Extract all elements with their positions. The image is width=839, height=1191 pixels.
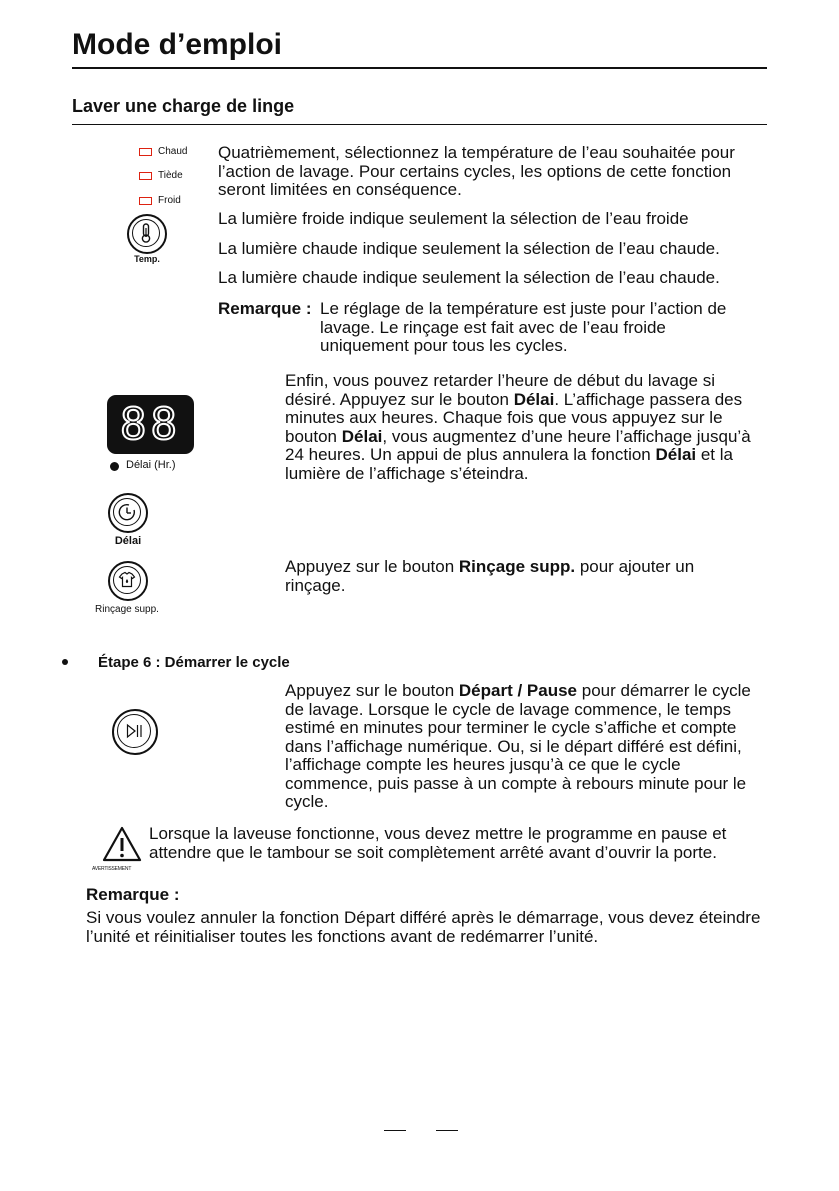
delay-keyword: Délai — [655, 445, 697, 464]
warning-note-label: Remarque : — [86, 885, 180, 904]
thermometer-icon — [133, 220, 159, 246]
start-pause-keyword: Départ / Pause — [458, 681, 578, 700]
temp-paragraph: Quatrièmement, sélectionnez la température de l’eau souhaitée pour l’action de lavage. Pour certains cycles, les options de cette fonction seront limitées en conséquence. — [218, 143, 735, 199]
delay-keyword: Délai — [513, 389, 555, 409]
indicator-cold — [139, 195, 181, 206]
digital-display — [107, 395, 194, 454]
page-number-mark — [384, 1130, 406, 1131]
delay-button-label: Délai — [114, 535, 142, 547]
indicator-label: Chaud — [158, 146, 188, 157]
warning-icon — [102, 826, 142, 862]
indicator-label: Froid — [158, 195, 181, 206]
temp-button[interactable] — [127, 214, 167, 254]
title-divider — [72, 67, 767, 69]
delay-display-caption: Délai (Hr.) — [126, 459, 176, 471]
temp-note-label: Remarque : — [218, 299, 312, 318]
display-digits: 88 — [120, 399, 181, 450]
cold-light-paragraph: La lumière froide indique seulement la sélection de l’eau froide — [218, 209, 689, 228]
indicator-light-icon — [139, 197, 152, 205]
warning-note-text: Si vous voulez annuler la fonction Départ différé après le démarrage, vous devez éteindre l’unité et réinitialiser toutes les fonctions avant de redémarrer l’unité. — [86, 908, 761, 946]
indicator-label: Tiède — [158, 170, 183, 181]
indicator-warm — [139, 170, 183, 181]
indicator-hot — [139, 146, 187, 157]
hot-light-paragraph-2: La lumière chaude indique seulement la sélection de l’eau chaude. — [218, 268, 720, 287]
page-number-mark — [436, 1130, 458, 1131]
section-divider — [72, 124, 767, 125]
page-title: Mode d’emploi — [72, 28, 282, 61]
extra-rinse-button[interactable] — [108, 561, 148, 601]
step6-heading: Étape 6 : Démarrer le cycle — [98, 654, 290, 671]
indicator-light-icon — [139, 172, 152, 180]
extra-rinse-button-label: Rinçage supp. — [95, 604, 159, 615]
play-pause-icon — [118, 715, 150, 747]
delay-button[interactable] — [108, 493, 148, 533]
start-pause-button[interactable] — [112, 709, 158, 755]
start-pause-paragraph: Appuyez sur le bouton Départ / Pause pour démarrer le cycle de lavage. Lorsque le cycle de lavage commence, le temps estimé en minutes pour terminer le cycle s’affiche et compte dans l’affichage numérique. Ou, si le départ différé est défini, l’affichage compte les heures jusqu’à ce que le cycle commence, puis passe à un compte à rebours minute pour le cycle. — [285, 681, 751, 811]
delay-paragraph: Enfin, vous pouvez retarder l’heure de début du lavage si désiré. Appuyez sur le bouton Délai. L’affichage passera des minutes aux heures. Chaque fois que vous appuyez sur le bouton Délai, vous augmentez d’une heure l’affichage jusqu’à 24 heures. Un appui de plus annulera la fonction Délai et la lumière de l’affichage s’éteindra. — [285, 371, 751, 483]
hot-light-paragraph: La lumière chaude indique seulement la sélection de l’eau chaude. — [218, 239, 720, 258]
extra-rinse-keyword: Rinçage supp. — [458, 557, 576, 576]
extra-rinse-paragraph: Appuyez sur le bouton Rinçage supp. pour ajouter un rinçage. — [285, 557, 695, 595]
delay-keyword: Délai — [341, 426, 383, 446]
shirt-icon — [114, 567, 140, 593]
temp-note-text: Le réglage de la température est juste pour l’action de lavage. Le rinçage est fait avec de l’eau froide uniquement pour tous les cycles. — [320, 299, 727, 355]
section-heading: Laver une charge de linge — [72, 96, 295, 116]
temp-button-label: Temp. — [134, 254, 160, 264]
clock-icon — [114, 499, 140, 525]
indicator-light-icon — [139, 148, 152, 156]
delay-indicator-icon — [110, 462, 119, 471]
bullet-icon — [62, 659, 68, 665]
warning-text: Lorsque la laveuse fonctionne, vous devez mettre le programme en pause et attendre que le tambour se soit complètement arrêté avant d’ouvrir la porte. — [149, 824, 727, 862]
warning-icon-label: AVERTISSEMENT — [92, 866, 132, 872]
